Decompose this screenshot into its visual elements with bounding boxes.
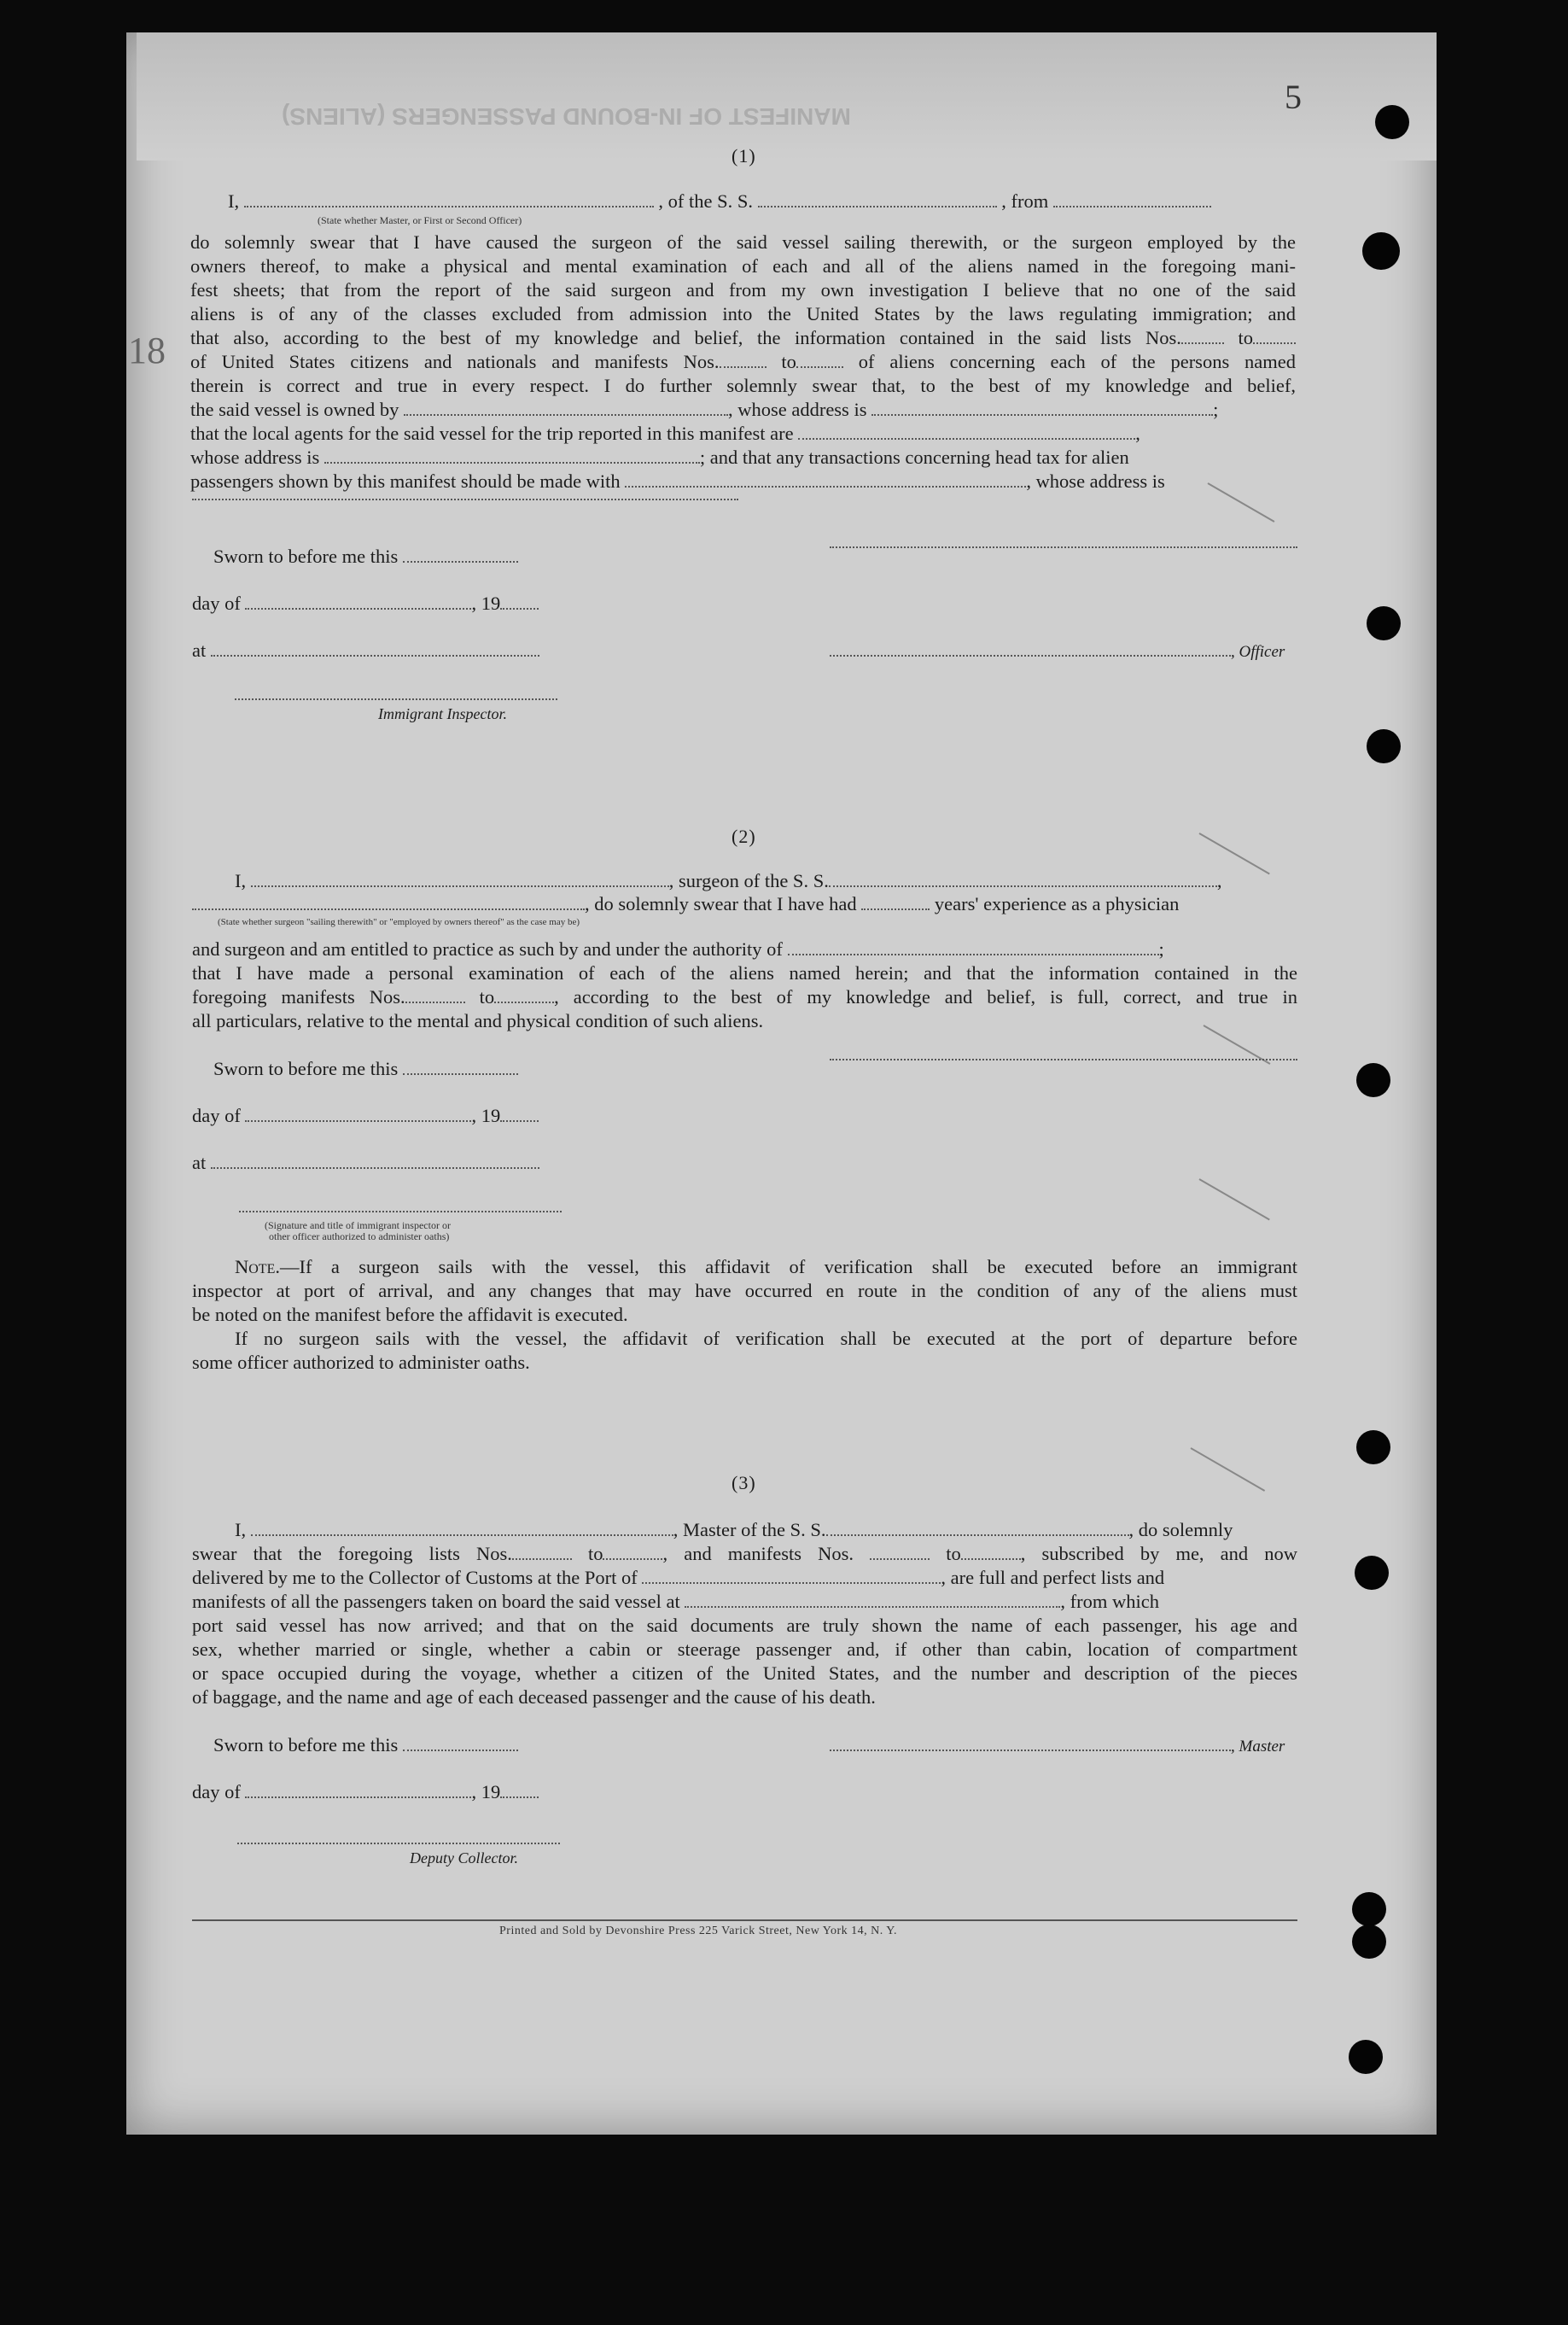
s1-inspector-signature[interactable] [235, 698, 557, 700]
page-number: 5 [1285, 78, 1302, 116]
s2-line-3: and surgeon and am entitled to practice as such by and under the authority of ; [192, 938, 1164, 960]
punch-hole [1355, 1556, 1389, 1590]
s2-inspector-signature[interactable] [239, 1211, 562, 1212]
s1-line-10: that the local agents for the said vessel for the trip reported in this manifest are , [190, 423, 1140, 444]
s3-master-name-field[interactable] [251, 1519, 673, 1536]
punch-hole [1367, 729, 1401, 763]
punch-hole [1356, 1430, 1390, 1464]
s1-at-line: at [192, 639, 539, 663]
s1-headtax-field[interactable] [625, 470, 1026, 488]
s2-note-line-1: Note.—If a surgeon sails with the vessel, this affidavit of verification shall be executed before an immigrant [235, 1256, 1297, 1277]
s3-year-field[interactable] [500, 1781, 539, 1798]
s2-status-field[interactable] [192, 893, 585, 910]
s2-day-line: day of , 19 [192, 1104, 539, 1128]
s2-note-line-4: If no surgeon sails with the vessel, the affidavit of verification shall be executed at the port of departure before [235, 1328, 1297, 1349]
printer-imprint: Printed and Sold by Devonshire Press 225 Varick Street, New York 14, N. Y. [499, 1925, 898, 1937]
s1-from-field[interactable] [1053, 190, 1211, 207]
s1-officer-line: , Officer [830, 639, 1285, 664]
s1-year-field[interactable] [500, 593, 539, 610]
s3-line-6: sex, whether married or single, whether a cabin or steerage passenger and, if other than cabin, location of compartment [192, 1639, 1297, 1660]
s3-manifests-from-field[interactable] [870, 1543, 930, 1560]
s1-lists-from-field[interactable] [1181, 327, 1224, 344]
s3-day-field[interactable] [245, 1781, 471, 1798]
section-3-number: (3) [732, 1472, 756, 1493]
s1-owner-field[interactable] [404, 399, 728, 416]
s3-sworn-line: Sworn to before me this [213, 1733, 518, 1757]
s2-note-line-2: inspector at port of arrival, and any changes that may have occurred en route in the condition of any of the aliens must [192, 1280, 1297, 1301]
s2-line-4: that I have made a personal examination of each of the aliens named herein; and that the information contained in the [192, 962, 1297, 984]
punch-hole [1367, 606, 1401, 640]
s2-signature-line[interactable] [830, 1059, 1297, 1060]
s2-note-line-3: be noted on the manifest before the affidavit is executed. [192, 1304, 628, 1325]
punch-hole [1356, 1063, 1390, 1097]
s3-sworn-field[interactable] [403, 1734, 518, 1751]
s3-vessel-field[interactable] [826, 1519, 1129, 1536]
s1-line-8: therein is correct and true in every respect. I do further solemnly swear that, to the best of my knowledge and belief, [190, 375, 1296, 396]
s1-agents-field[interactable] [798, 423, 1135, 440]
s1-vessel-field[interactable] [758, 190, 997, 207]
punch-hole [1352, 1892, 1386, 1926]
s3-lists-from-field[interactable] [512, 1543, 572, 1560]
punch-hole [1375, 105, 1409, 139]
s1-day-field[interactable] [245, 593, 471, 610]
s1-sworn-line: Sworn to before me this [213, 545, 518, 569]
sheet-top-shading [137, 32, 1437, 161]
s2-sig-note-1: (Signature and title of immigrant inspector or [265, 1219, 451, 1231]
s2-line-1: I, , surgeon of the S. S. , [235, 870, 1222, 891]
s1-line-4: fest sheets; that from the report of the said surgeon and from my own investigation I believe that no one of the said [190, 279, 1296, 301]
s1-i: I, [228, 190, 240, 212]
s1-line-1 [228, 190, 1299, 213]
s3-deputy-label: Deputy Collector. [410, 1849, 518, 1866]
s1-signature-line[interactable] [830, 546, 1297, 548]
s1-officer-field[interactable] [244, 190, 654, 207]
s2-authority-field[interactable] [788, 938, 1159, 955]
s3-line-3: delivered by me to the Collector of Customs at the Port of , are full and perfect lists and [192, 1567, 1165, 1588]
s3-line-7: or space occupied during the voyage, whether a citizen of the United States, and the number and description of the pieces [192, 1662, 1297, 1684]
s2-day-field[interactable] [245, 1105, 471, 1122]
punch-hole [1352, 1925, 1386, 1959]
footer-rule [192, 1919, 1297, 1921]
s1-line-2: do solemnly swear that I have caused the surgeon of the said vessel sailing therewith, or the surgeon employed by the [190, 231, 1296, 253]
s3-day-line: day of , 19 [192, 1780, 539, 1804]
s1-lists-to-field[interactable] [1253, 327, 1296, 344]
s2-manifests-to-field[interactable] [494, 986, 554, 1003]
s2-sig-note-2: other officer authorized to administer oaths) [269, 1230, 450, 1242]
s2-note-line-5: some officer authorized to administer oaths. [192, 1352, 530, 1373]
s3-embark-field[interactable] [685, 1591, 1060, 1608]
s1-agents-address-field[interactable] [324, 447, 700, 464]
s1-manifests-from-field[interactable] [720, 351, 767, 368]
s2-year-field[interactable] [500, 1105, 539, 1122]
s2-sworn-line: Sworn to before me this [213, 1057, 518, 1081]
s3-line-1: I, , Master of the S. S. , do solemnly [235, 1519, 1233, 1540]
s1-line-12: passengers shown by this manifest should be made with , whose address is [190, 470, 1165, 492]
section-1-number: (1) [732, 145, 756, 166]
punch-hole [1349, 2040, 1383, 2074]
s1-officer-sign-field[interactable] [830, 640, 1231, 657]
s3-line-8: of baggage, and the name and age of each deceased passenger and the cause of his death. [192, 1686, 876, 1708]
s1-from: , from [1001, 190, 1049, 212]
punch-hole [1362, 232, 1400, 270]
s1-line-5: aliens is of any of the classes excluded from admission into the United States by the laws regulating immigration; and [190, 303, 1296, 324]
section-2-number: (2) [732, 826, 756, 847]
s3-lists-to-field[interactable] [603, 1543, 662, 1560]
s2-at-line: at [192, 1151, 539, 1175]
s1-headtax-address-field[interactable] [192, 499, 738, 500]
s3-master-line: , Master [830, 1733, 1285, 1759]
s2-vessel-field[interactable] [829, 870, 1217, 887]
s3-port-field[interactable] [642, 1567, 941, 1584]
s2-line-5: foregoing manifests Nos. to , according to the best of my knowledge and belief, is full, correct, and true in [192, 986, 1298, 1008]
s1-line-7: of United States citizens and nationals and manifests Nos. to of aliens concerning each of the persons named [190, 351, 1297, 372]
s3-line-2: swear that the foregoing lists Nos. to , and manifests Nos. to , subscribed by me, and now [192, 1543, 1298, 1564]
s1-line-6: that also, according to the best of my knowledge and belief, the information contained in the said lists Nos. to [190, 326, 1296, 350]
s1-inspector-label: Immigrant Inspector. [378, 705, 507, 722]
s2-surgeon-name-field[interactable] [251, 870, 669, 887]
s2-small-note: (State whether surgeon "sailing therewith" or "employed by owners thereof" as the case may be) [218, 917, 580, 927]
s2-manifests-from-field[interactable] [405, 986, 465, 1003]
s1-sworn-field[interactable] [403, 546, 518, 563]
bleed-through-header: MANIFEST OF IN-BOUND PASSENGERS (ALIENS) [282, 103, 851, 130]
s2-years-field[interactable] [861, 893, 930, 910]
s1-manifests-to-field[interactable] [796, 351, 843, 368]
s2-at-field[interactable] [211, 1152, 539, 1169]
margin-mark: 18 [128, 330, 166, 371]
s1-line-11: whose address is ; and that any transactions concerning head tax for alien [190, 447, 1129, 468]
s1-at-field[interactable] [211, 640, 539, 657]
s3-line-5: port said vessel has now arrived; and that on the said documents are truly shown the name of each passenger, his age and [192, 1615, 1297, 1636]
s3-master-sign-field[interactable] [830, 1734, 1231, 1751]
s3-manifests-to-field[interactable] [961, 1543, 1021, 1560]
s2-line-2: , do solemnly swear that I have had years' experience as a physician [192, 892, 1297, 916]
s2-line-6: all particulars, relative to the mental and physical condition of such aliens. [192, 1010, 764, 1031]
s3-deputy-signature[interactable] [237, 1843, 560, 1844]
s1-of-ss: , of the S. S. [658, 190, 754, 212]
s1-line-9: the said vessel is owned by , whose address is ; [190, 399, 1219, 420]
s1-line-3: owners thereof, to make a physical and mental examination of each and all of the aliens named in the foregoing mani- [190, 255, 1296, 277]
s3-line-4: manifests of all the passengers taken on board the said vessel at , from which [192, 1591, 1159, 1612]
s2-sworn-field[interactable] [403, 1058, 518, 1075]
s1-owner-address-field[interactable] [871, 399, 1213, 416]
s1-day-line: day of , 19 [192, 592, 539, 616]
s1-small-note: (State whether Master, or First or Second Officer) [318, 214, 522, 226]
